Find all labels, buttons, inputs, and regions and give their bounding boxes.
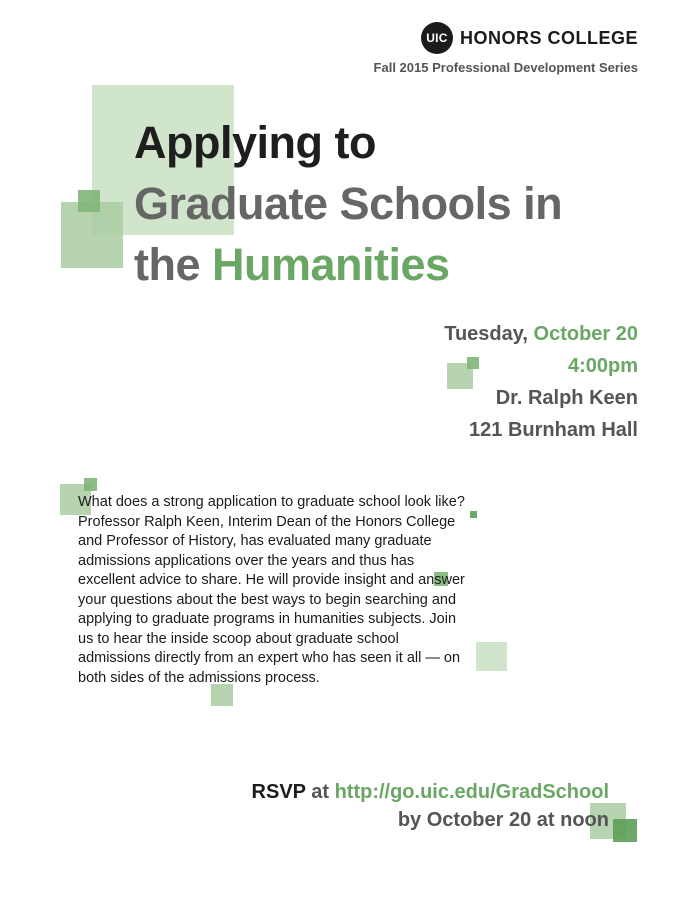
decor-square xyxy=(78,190,100,212)
event-details xyxy=(444,318,638,446)
rsvp-deadline: by October 20 at noon xyxy=(397,809,609,831)
rsvp-connector: at xyxy=(311,781,329,803)
title-line-1: Applying to xyxy=(134,117,376,168)
decor-square xyxy=(613,819,637,842)
series-subtitle: Fall 2015 Professional Development Series xyxy=(373,60,638,75)
rsvp-label: RSVP xyxy=(251,781,306,803)
brand-row xyxy=(374,22,638,54)
header xyxy=(374,22,638,75)
brand-name: HONORS COLLEGE xyxy=(459,27,638,48)
title-line-2: Graduate Schools in xyxy=(134,178,563,229)
rsvp-line xyxy=(252,778,609,806)
event-location: 121 Burnham Hall xyxy=(469,419,638,441)
decor-square xyxy=(84,478,97,491)
event-date-line xyxy=(444,318,638,350)
decor-square xyxy=(476,642,507,671)
title-line-3 xyxy=(134,234,562,295)
uic-logo: UIC xyxy=(421,22,453,54)
event-time: 4:00pm xyxy=(567,355,638,377)
rsvp-link[interactable]: http://go.uic.edu/GradSchool xyxy=(334,781,609,803)
rsvp-block xyxy=(252,778,609,834)
event-description: What does a strong application to graduate school look like? Professor Ralph Keen, Interim Dean of the Honors College and Professor of History, has evaluated many graduate admissions applications over the years and thus has excellent advice to share. He will provide insight and answer your questions about the best ways to begin searching and applying to graduate programs in humanities subjects. Join us to hear the inside scoop about graduate school admissions directly from an expert who has seen it all — on both sides of the admissions process. xyxy=(78,494,465,686)
event-date: October 20 xyxy=(533,323,638,345)
event-day: Tuesday, xyxy=(444,323,528,345)
title-line-3-prefix: the xyxy=(134,239,200,290)
title-highlight: Humanities xyxy=(212,239,450,290)
page-title xyxy=(134,112,562,295)
event-speaker: Dr. Ralph Keen xyxy=(495,387,638,409)
